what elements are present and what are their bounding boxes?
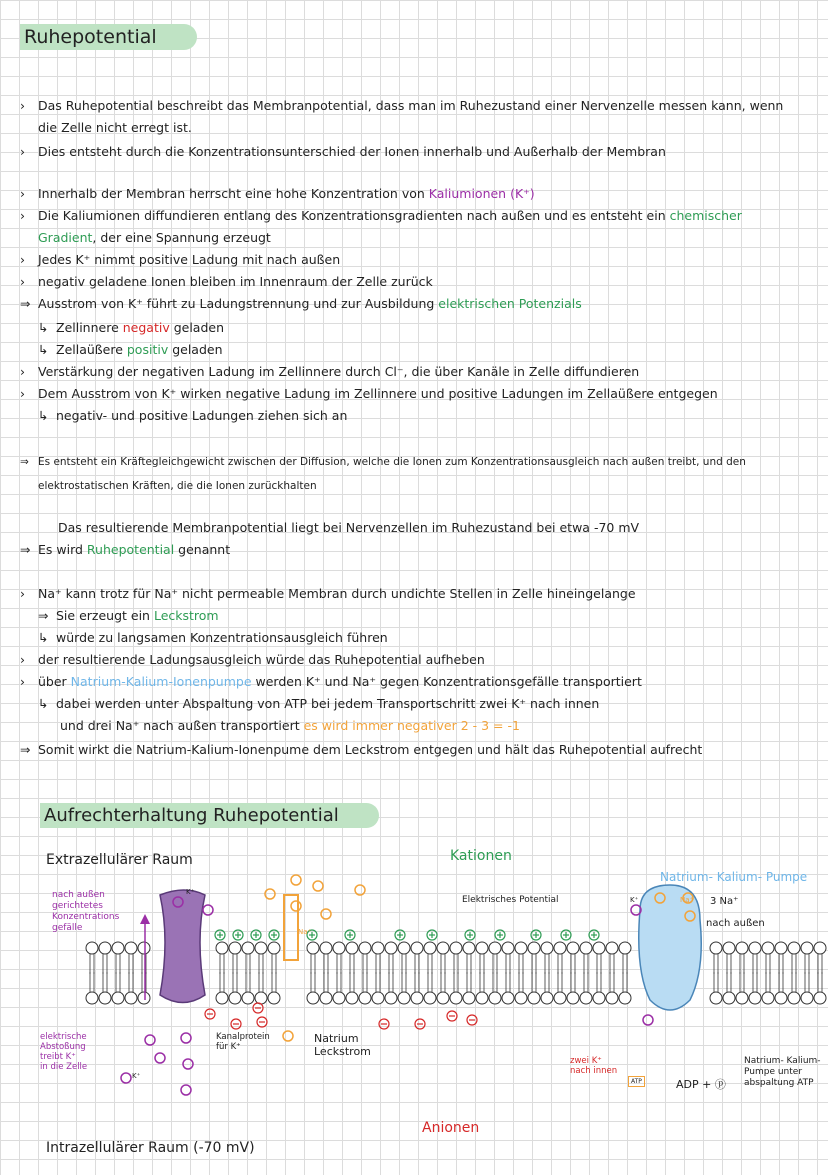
lipid-head	[723, 942, 735, 954]
repulsion-label	[40, 1032, 87, 1072]
lipid-head	[775, 942, 787, 954]
two-k-line-1: zwei K⁺	[570, 1056, 602, 1066]
lipid-head	[242, 992, 254, 1004]
gradient-label	[52, 890, 119, 934]
note-line	[20, 342, 223, 358]
channel-protein-label	[216, 1032, 270, 1052]
lipid-head	[580, 992, 592, 1004]
repulsion-line-4: in die Zelle	[40, 1062, 88, 1072]
note-text: Zellinnere	[56, 320, 123, 335]
lipid-head	[710, 942, 722, 954]
bullet-marker: ›	[20, 274, 25, 289]
note-text: Sie erzeugt ein	[56, 608, 154, 623]
lipid-head	[229, 992, 241, 1004]
lipid-head	[99, 942, 111, 954]
note-text: Dem Ausstrom von K⁺ wirken negative Ladung im Zellinnere und positive Ladungen im Zellaüßere entgegen	[38, 386, 718, 401]
ion-circle	[121, 1073, 131, 1083]
lipid-head	[437, 942, 449, 954]
ion-circle	[181, 1085, 191, 1095]
note-line	[20, 364, 639, 380]
note-line	[20, 586, 636, 602]
channel-label-line-2: für K⁺	[216, 1042, 241, 1052]
note-text: dabei werden unter Abspaltung von ATP bei jedem Transportschritt zwei K⁺ nach innen	[56, 696, 600, 711]
note-line	[20, 652, 485, 668]
note-line	[20, 408, 347, 424]
lipid-head	[424, 942, 436, 954]
anions-label: Anionen	[422, 1120, 480, 1136]
ion-circle	[313, 881, 323, 891]
lipid-head	[801, 992, 813, 1004]
lipid-head	[528, 992, 540, 1004]
lipid-head	[333, 992, 345, 1004]
lipid-head	[567, 992, 579, 1004]
lipid-head	[593, 992, 605, 1004]
bullet-marker: ›	[20, 252, 25, 267]
note-line	[20, 630, 388, 646]
lipid-head	[580, 942, 592, 954]
lipid-head	[619, 942, 631, 954]
lipid-head	[541, 942, 553, 954]
lipid-head	[567, 942, 579, 954]
sodium-leak-label	[314, 1032, 371, 1058]
lipid-head	[476, 942, 488, 954]
lipid-head	[502, 992, 514, 1004]
channel-label-line-1: Kanalprotein	[216, 1032, 270, 1042]
note-line	[20, 296, 582, 312]
lipid-head	[307, 942, 319, 954]
bullet-marker: ›	[20, 364, 25, 379]
membrane-diagram	[0, 840, 828, 1171]
ion-circle	[183, 1059, 193, 1069]
lipid-head	[450, 942, 462, 954]
lipid-head	[736, 992, 748, 1004]
ion-circle	[155, 1053, 165, 1063]
lipid-head	[606, 992, 618, 1004]
lipid-head	[749, 942, 761, 954]
lipid-head	[788, 992, 800, 1004]
two-k-label	[570, 1056, 617, 1076]
lipid-head	[528, 942, 540, 954]
note-text: genannt	[174, 542, 231, 557]
lipid-head	[86, 942, 98, 954]
lipid-head	[138, 992, 150, 1004]
bullet-marker: ›	[20, 98, 25, 113]
bullet-marker: ⇒	[20, 296, 31, 311]
ion-circle	[643, 1015, 653, 1025]
note-text: Es entsteht ein Kräftegleichgewicht zwischen der Diffusion, welche die Ionen zum Konzentrationsausgleich nach außen treibt, und den	[38, 456, 746, 468]
bullet-marker: ⇒	[20, 542, 31, 557]
leak-label-line-1: Natrium	[314, 1032, 359, 1045]
note-line	[20, 252, 340, 268]
note-line	[20, 98, 783, 114]
highlight-term: Leckstrom	[153, 608, 219, 623]
lipid-head	[398, 942, 410, 954]
lipid-head	[476, 992, 488, 1004]
lipid-head	[411, 942, 423, 954]
lipid-head	[268, 942, 280, 954]
repulsion-line-1: elektrische	[40, 1032, 87, 1042]
highlight-term: chemischer	[669, 208, 742, 223]
pump-atp-label	[744, 1056, 821, 1089]
note-line	[20, 608, 219, 624]
note-line	[20, 718, 520, 734]
na-ion-label: Na⁺	[298, 928, 312, 936]
lipid-head	[125, 942, 137, 954]
lipid-head	[216, 992, 228, 1004]
gradient-line-3: Konzentrations	[52, 912, 120, 922]
highlight-term: Kaliumionen (K⁺)	[428, 186, 535, 201]
note-text: geladen	[169, 320, 225, 335]
lipid-head	[255, 942, 267, 954]
highlight-term: es wird immer negativer	[303, 718, 457, 733]
lipid-head	[398, 992, 410, 1004]
pump-atp-line-3: abspaltung ATP	[744, 1078, 814, 1088]
lipid-head	[424, 992, 436, 1004]
note-text: Innerhalb der Membran herrscht eine hohe Konzentration von	[38, 186, 429, 201]
k-ion-label-bottom: K⁺	[132, 1072, 141, 1080]
k-ion-label-top: K⁺	[186, 888, 195, 896]
membrane-svg	[0, 840, 828, 1171]
gradient-line-2: gerichtetes	[52, 901, 103, 911]
lipid-head	[502, 942, 514, 954]
lipid-head	[125, 992, 137, 1004]
note-text: Zellaüßere	[56, 342, 127, 357]
intracellular-label: Intrazellulärer Raum (-70 mV)	[46, 1140, 255, 1156]
lipid-head	[762, 992, 774, 1004]
highlight-term: Natrium-Kalium-Ionenpumpe	[70, 674, 252, 689]
note-line	[40, 520, 639, 536]
two-k-line-2: nach innen	[570, 1066, 618, 1076]
outward-label: nach außen	[706, 918, 765, 929]
repulsion-line-2: Abstoßung	[40, 1042, 86, 1052]
ion-circle	[203, 905, 213, 915]
lipid-head	[554, 942, 566, 954]
k-ion-label-pump: K⁺	[630, 896, 639, 904]
note-text: würde zu langsamen Konzentrationsausgleich führen	[56, 630, 388, 645]
note-text: Das Ruhepotential beschreibt das Membranpotential, dass man im Ruhezustand einer Nervenzelle messen kann, wenn	[38, 98, 784, 113]
note-text: Die Kaliumionen diffundieren entlang des Konzentrationsgradienten nach außen und es entsteht ein	[38, 208, 670, 223]
note-text: Jedes K⁺ nimmt positive Ladung mit nach außen	[38, 252, 341, 267]
bullet-marker: ›	[20, 652, 25, 667]
lipid-head	[255, 992, 267, 1004]
ion-circle	[181, 1033, 191, 1043]
note-line	[20, 542, 230, 558]
note-line	[20, 320, 224, 336]
highlight-term: elektrischen Potenzials	[438, 296, 582, 311]
lipid-head	[385, 942, 397, 954]
ion-circle	[283, 1031, 293, 1041]
highlight-term: positiv	[126, 342, 169, 357]
lipid-head	[593, 942, 605, 954]
lipid-head	[320, 942, 332, 954]
bullet-marker: ↳	[38, 630, 49, 645]
note-text: negativ- und positive Ladungen ziehen sich an	[56, 408, 348, 423]
bullet-marker: ⇒	[20, 742, 31, 757]
cations-label: Kationen	[450, 848, 512, 864]
note-line	[20, 144, 666, 160]
highlight-term: Ruhepotential	[86, 542, 175, 557]
lipid-head	[775, 992, 787, 1004]
lipid-head	[619, 992, 631, 1004]
note-line	[20, 186, 535, 202]
lipid-head	[346, 992, 358, 1004]
extracellular-label: Extrazellulärer Raum	[46, 852, 193, 868]
lipid-head	[463, 942, 475, 954]
bullet-marker: ›	[20, 386, 25, 401]
note-line	[20, 674, 642, 690]
note-text: der resultierende Ladungsausgleich würde das Ruhepotential aufheben	[38, 652, 485, 667]
lipid-head	[229, 942, 241, 954]
lipid-head	[411, 992, 423, 1004]
ion-circle	[321, 909, 331, 919]
note-text: 2 - 3 = -1	[456, 718, 520, 733]
na-ion-label-pump: Na⁺	[680, 896, 694, 904]
note-line	[20, 478, 317, 494]
adp-label: ADP + ⓟ	[676, 1078, 726, 1091]
note-line	[20, 230, 271, 246]
lipid-head	[372, 942, 384, 954]
lipid-head	[515, 992, 527, 1004]
note-line	[20, 386, 718, 402]
note-text: Dies entsteht durch die Konzentrationsunterschied der Ionen innerhalb und Außerhalb der Membran	[38, 144, 666, 159]
bullet-marker: ›	[20, 186, 25, 201]
lipid-head	[138, 942, 150, 954]
lipid-head	[86, 992, 98, 1004]
ion-circle	[291, 875, 301, 885]
note-line	[20, 696, 599, 712]
lipid-head	[99, 992, 111, 1004]
three-na-label: 3 Na⁺	[710, 896, 739, 907]
lipid-head	[736, 942, 748, 954]
lipid-head	[489, 992, 501, 1004]
lipid-head	[307, 992, 319, 1004]
note-text: Das resultierende Membranpotential liegt bei Nervenzellen im Ruhezustand bei etwa -70 mV	[58, 520, 640, 535]
repulsion-line-3: treibt K⁺	[40, 1052, 76, 1062]
note-text: über	[38, 674, 71, 689]
bullet-marker: ›	[20, 208, 25, 223]
gradient-line-1: nach außen	[52, 890, 105, 900]
lipid-head	[723, 992, 735, 1004]
note-line	[20, 274, 433, 290]
lipid-head	[814, 992, 826, 1004]
channel-arrowhead	[140, 914, 150, 924]
lipid-head	[112, 992, 124, 1004]
lipid-head	[762, 942, 774, 954]
pump-atp-line-1: Natrium- Kalium-	[744, 1056, 821, 1066]
note-line	[20, 208, 742, 224]
bullet-marker: ↳	[38, 696, 49, 711]
lipid-head	[242, 942, 254, 954]
highlight-term: Gradient	[38, 230, 93, 245]
lipid-head	[749, 992, 761, 1004]
lipid-head	[268, 992, 280, 1004]
note-text: , der eine Spannung erzeugt	[92, 230, 271, 245]
note-line	[20, 742, 702, 758]
note-text: werden K⁺ und Na⁺ gegen Konzentrationsgefälle transportiert	[251, 674, 642, 689]
lipid-head	[346, 942, 358, 954]
gradient-line-4: gefälle	[52, 923, 83, 933]
note-text: Na⁺ kann trotz für Na⁺ nicht permeable Membran durch undichte Stellen in Zelle hineingelange	[38, 586, 636, 601]
pump-atp-line-2: Pumpe unter	[744, 1067, 803, 1077]
bullet-marker: ⇒	[20, 456, 29, 468]
lipid-head	[437, 992, 449, 1004]
note-text: Ausstrom von K⁺ führt zu Ladungstrennung und zur Ausbildung	[38, 296, 439, 311]
lipid-head	[385, 992, 397, 1004]
note-text: elektrostatischen Kräften, die die Ionen zurückhalten	[38, 480, 317, 492]
ion-circle	[291, 901, 301, 911]
note-text: negativ geladene Ionen bleiben im Innenraum der Zelle zurück	[38, 274, 433, 289]
lipid-head	[359, 942, 371, 954]
note-line	[20, 120, 192, 136]
ion-circle	[265, 889, 275, 899]
lipid-head	[814, 942, 826, 954]
lipid-head	[489, 942, 501, 954]
lipid-head	[788, 942, 800, 954]
note-text: und drei Na⁺ nach außen transportiert	[60, 718, 304, 733]
pump-label: Natrium- Kalium- Pumpe	[660, 870, 808, 884]
lipid-head	[463, 992, 475, 1004]
lipid-head	[372, 992, 384, 1004]
bullet-marker: ⇒	[38, 608, 49, 623]
note-text: die Zelle nicht erregt ist.	[38, 120, 192, 135]
bullet-marker: ↳	[38, 408, 49, 423]
note-text: Somit wirkt die Natrium-Kalium-Ionenpume dem Leckstrom entgegen und hält das Ruhepotential aufrecht	[38, 742, 703, 757]
highlight-term: negativ	[122, 320, 170, 335]
lipid-head	[359, 992, 371, 1004]
lipid-head	[112, 942, 124, 954]
bullet-marker: ›	[20, 144, 25, 159]
ion-circle	[145, 1035, 155, 1045]
lipid-head	[606, 942, 618, 954]
lipid-head	[710, 992, 722, 1004]
electric-potential-label: Elektrisches Potential	[462, 895, 559, 905]
bullet-marker: ↳	[38, 342, 49, 357]
atp-label: ATP	[628, 1076, 645, 1087]
page-title: Ruhepotential	[20, 24, 197, 50]
lipid-head	[515, 942, 527, 954]
ion-circle	[355, 885, 365, 895]
lipid-head	[216, 942, 228, 954]
lipid-head	[320, 992, 332, 1004]
diagram-heading: Aufrechterhaltung Ruhepotential	[40, 803, 379, 828]
lipid-head	[541, 992, 553, 1004]
note-text: geladen	[168, 342, 223, 357]
lipid-head	[450, 992, 462, 1004]
note-text: Es wird	[38, 542, 87, 557]
lipid-head	[554, 992, 566, 1004]
potassium-channel-protein	[160, 890, 205, 1003]
leak-label-line-2: Leckstrom	[314, 1045, 371, 1058]
bullet-marker: ↳	[38, 320, 49, 335]
lipid-head	[333, 942, 345, 954]
note-text: Verstärkung der negativen Ladung im Zellinnere durch Cl⁻, die über Kanäle in Zelle diffundieren	[38, 364, 640, 379]
lipid-head	[801, 942, 813, 954]
bullet-marker: ›	[20, 586, 25, 601]
bullet-marker: ›	[20, 674, 25, 689]
note-line	[20, 454, 746, 470]
